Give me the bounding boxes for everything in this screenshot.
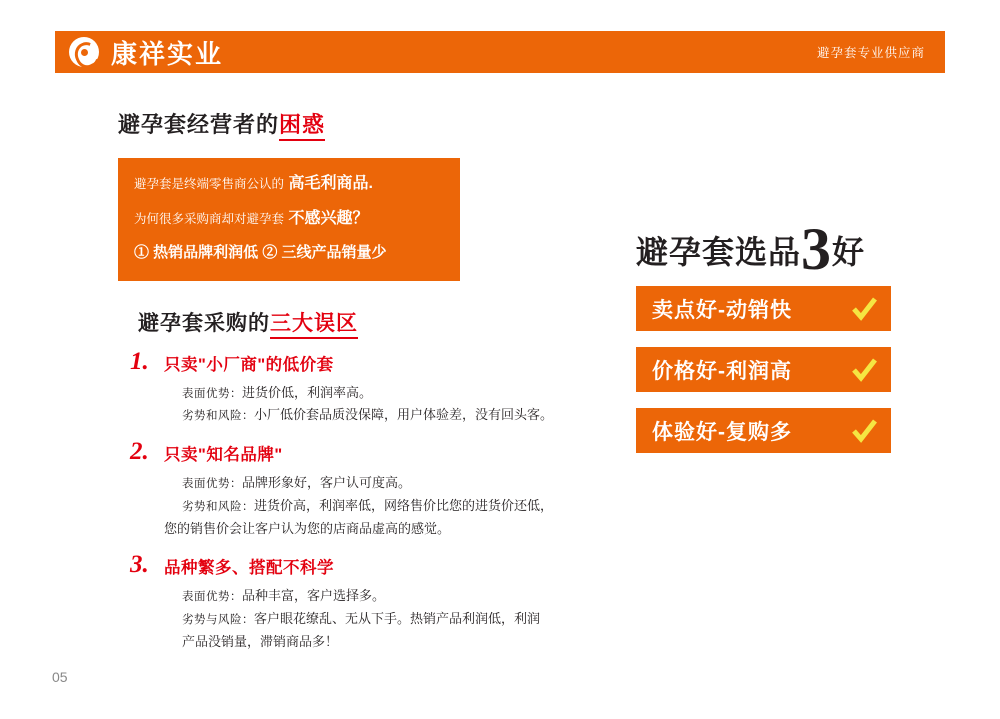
mistake-item-number: 2. — [130, 438, 149, 465]
mistake-item-heading: 品种繁多、搭配不科学 — [164, 559, 334, 578]
mistake-item-heading: 只卖"知名品牌" — [164, 446, 283, 464]
section-title-confusion — [118, 108, 325, 142]
mistake-item-body — [164, 382, 588, 428]
callout-line-1 — [134, 172, 444, 196]
page-number: 05 — [52, 669, 68, 685]
check-icon — [851, 418, 877, 444]
benefit-bar — [636, 286, 891, 331]
callout-line-2-small: 为何很多采购商却对避孕套 — [134, 212, 285, 226]
pros-label: 表面优势： — [182, 591, 242, 604]
cons-text: 小厂低价套品质没保障，用户体验差，没有回头客。 — [254, 407, 554, 423]
callout-line-1-small: 避孕套是终端零售商公认的 — [134, 177, 285, 191]
mistake-item-cons-line-2: 产品没销量，滞销商品多！ — [182, 633, 339, 649]
benefit-bar — [636, 408, 891, 453]
benefit-label: 价格好-利润高 — [652, 359, 792, 383]
mistake-item-heading: 只卖"小厂商"的低价套 — [164, 355, 334, 374]
callout-line-1-large: 高毛利商品. — [288, 175, 373, 192]
pros-text: 品牌形象好，客户认可度高。 — [242, 475, 412, 490]
cons-text: 客户眼花缭乱、无从下手。热销产品利润低，利润 — [254, 611, 541, 626]
pros-text: 进货价低，利润率高。 — [242, 384, 373, 400]
callout-line-2-large: 不感兴趣？ — [288, 210, 369, 227]
mistake-item-body — [164, 585, 588, 653]
section-title-mistakes — [138, 307, 588, 337]
cons-text: 进货价高，利润率低，网络售价比您的进货价还低， — [254, 497, 554, 513]
selection-title — [636, 216, 936, 282]
mistake-item-pros-line — [182, 382, 588, 405]
pros-label: 表面优势： — [182, 387, 242, 400]
selection-title-prefix: 避孕套选品 — [636, 234, 802, 270]
section-title-mistakes-highlight: 三大误区 — [270, 312, 358, 339]
header-tagline: 避孕套专业供应商 — [816, 46, 925, 60]
pros-text: 品种丰富，客户选择多。 — [242, 588, 386, 604]
mistake-item-body — [164, 472, 588, 540]
mistake-item — [118, 438, 588, 540]
mistake-item-number: 3. — [130, 551, 149, 579]
mistake-item-pros-line — [182, 472, 588, 495]
mistake-item — [118, 551, 588, 653]
check-icon — [851, 296, 877, 322]
section-title-confusion-highlight: 困惑 — [279, 112, 325, 141]
right-content-column — [636, 216, 936, 453]
mistake-item — [118, 347, 588, 428]
page-header — [55, 31, 945, 73]
cons-label: 劣势和风险： — [182, 500, 254, 513]
mistake-item-cons-line — [182, 404, 588, 427]
benefit-label: 卖点好-动销快 — [652, 298, 792, 322]
section-title-confusion-plain: 避孕套经营者的 — [118, 112, 280, 137]
mistake-item-cons-line-2: 您的销售价会让客户认为您的店商品虚高的感觉。 — [164, 520, 451, 536]
mistake-item-pros-line — [182, 585, 588, 608]
cons-label: 劣势与风险： — [182, 614, 254, 626]
selection-title-suffix: 好 — [832, 234, 866, 270]
selection-title-number: 3 — [801, 216, 833, 282]
mistake-item-number: 1. — [130, 347, 149, 375]
mistake-item-cons-line — [182, 495, 588, 518]
leaf-circle-icon — [69, 37, 99, 67]
left-content-column — [118, 108, 588, 654]
highlight-callout-box — [118, 158, 460, 281]
callout-line-3: ① 热销品牌利润低 ② 三线产品销量少 — [134, 244, 387, 261]
mistake-item-cons-line — [182, 608, 588, 631]
section-title-mistakes-plain: 避孕套采购的 — [138, 311, 270, 335]
benefit-label: 体验好-复购多 — [652, 420, 792, 444]
pros-label: 表面优势： — [182, 478, 242, 490]
benefit-bar — [636, 347, 891, 392]
brand-name: 康祥实业 — [111, 38, 224, 69]
callout-line-2 — [134, 207, 444, 231]
check-icon — [851, 357, 877, 383]
cons-label: 劣势和风险： — [182, 410, 254, 423]
